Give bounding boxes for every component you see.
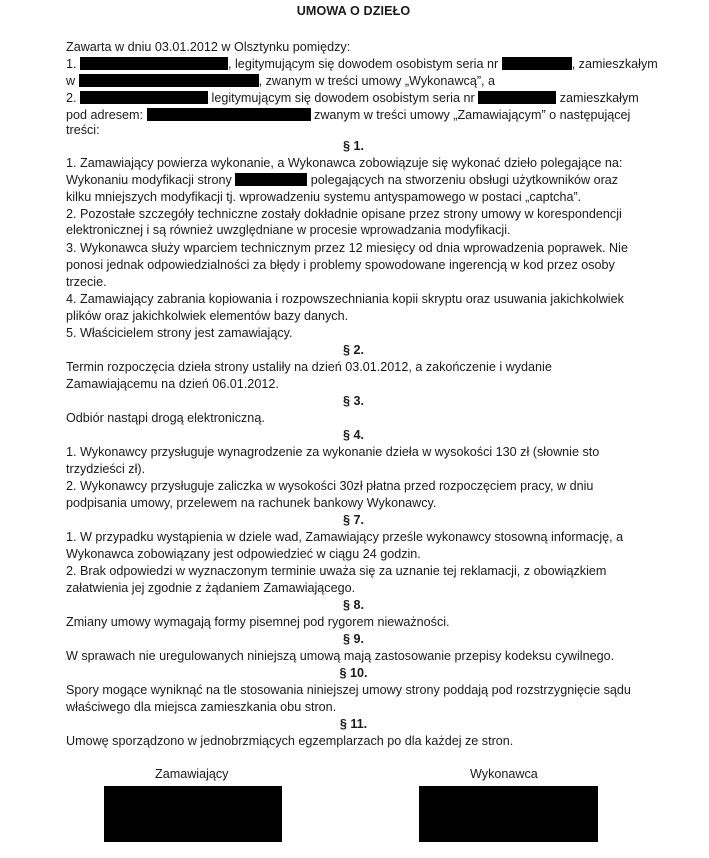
party2-address-line bbox=[66, 107, 630, 124]
s4-p1-line2: trzydzieści zł). bbox=[66, 462, 146, 476]
party2-line bbox=[66, 90, 639, 107]
redacted-signature-left bbox=[104, 786, 282, 842]
s1-p3-line2: ponosi jednak odpowiedzialności za błędy i problemy spowodowane ingerencją w kod przez osoby bbox=[66, 258, 615, 272]
s4-p2-line1: 2. Wykonawcy przysługuje zaliczka w wysokości 30zł płatna przed rozpoczęciem pracy, w dniu bbox=[66, 479, 594, 493]
s7-p1-line1: 1. W przypadku wystąpienia w dziele wad, Zamawiający prześle wykonawcy stosowną informację, a bbox=[66, 530, 624, 544]
s1-p4-line1: 4. Zamawiający zabrania kopiowania i rozpowszechniania kopii skryptu oraz usuwania jakichkolwiek bbox=[66, 292, 624, 306]
section-11-heading: § 11. bbox=[339, 717, 368, 731]
party2-addr-label: pod adresem: bbox=[66, 108, 144, 122]
party1-text-b: , zamieszkałym bbox=[571, 57, 658, 71]
s7-p2-line1: 2. Brak odpowiedzi w wyznaczonym terminie uważa się za uznanie tej reklamacji, z obowiązkiem bbox=[66, 564, 607, 578]
redacted-name-block bbox=[80, 91, 208, 104]
party1-text-c: , zwanym w treści umowy „Wykonawcą”, a bbox=[258, 74, 496, 88]
s10-line1: Spory mogące wyniknąć na tle stosowania niniejszej umowy strony poddają pod rozstrzygnięcie sądu bbox=[66, 683, 631, 697]
intro-line: Zawarta w dniu 03.01.2012 w Olsztynku pomiędzy: bbox=[66, 40, 351, 54]
s1-p1-line3: kilku mniejszych modyfikacji tj. wprowadzeniu systemu antyspamowego w postaci „captcha”. bbox=[66, 190, 582, 204]
section-9-heading: § 9. bbox=[342, 632, 364, 646]
s1-p1-line2-post: polegających na stworzeniu obsługi użytkowników oraz bbox=[310, 173, 619, 187]
party2-text-a: legitymującym się dowodem osobistym seria nr bbox=[211, 91, 475, 105]
s3-line1: Odbiór nastąpi drogą elektroniczną. bbox=[66, 411, 265, 425]
signature-label-wykonawca: Wykonawca bbox=[470, 767, 538, 781]
party1-line bbox=[66, 56, 658, 73]
s4-p2-line2: podpisania umowy, przelewem na rachunek bankowy Wykonawcy. bbox=[66, 496, 437, 510]
s2-line1: Termin rozpoczęcia dzieła strony ustaliły na dzień 03.01.2012, a zakończenie i wydanie bbox=[66, 360, 552, 374]
s1-p1-line2-pre: Wykonaniu modyfikacji strony bbox=[66, 173, 232, 187]
s2-line2: Zamawiającemu na dzień 06.01.2012. bbox=[66, 377, 279, 391]
party2-number: 2. bbox=[66, 91, 77, 105]
s10-line2: właściwego dla miejsca zamieszkania obu stron. bbox=[66, 700, 337, 714]
party1-number: 1. bbox=[66, 57, 77, 71]
section-3-heading: § 3. bbox=[342, 394, 364, 408]
s11-line1: Umowę sporządzono w jednobrzmiących egzemplarzach po dla każdej ze stron. bbox=[66, 734, 514, 748]
section-2-heading: § 2. bbox=[342, 343, 364, 357]
party2-text-c: zwanym w treści umowy „Zamawiającym” o następującej bbox=[314, 108, 631, 122]
s1-p5: 5. Właścicielem strony jest zamawiający. bbox=[66, 326, 293, 340]
section-7-heading: § 7. bbox=[342, 513, 364, 527]
redacted-name-block bbox=[80, 57, 228, 70]
party1-address-line bbox=[66, 73, 495, 90]
signature-label-zamawiajacy: Zamawiający bbox=[155, 767, 229, 781]
s1-p3-line1: 3. Wykonawca służy wparciem technicznym przez 12 miesięcy od dnia wprowadzenia poprawek. Nie bbox=[66, 241, 628, 255]
redacted-id-block bbox=[478, 91, 556, 104]
s1-p2-line1: 2. Pozostałe szczegóły techniczne zostały dokładnie opisane przez strony umowy w korespondencji bbox=[66, 207, 622, 221]
redacted-site-block bbox=[235, 173, 307, 186]
redacted-address-block bbox=[147, 108, 311, 121]
s1-p2-line2: elektronicznej i są również uwzględniane w procesie wprowadzania modyfikacji. bbox=[66, 223, 511, 237]
party1-text-a: , legitymującym się dowodem osobistym seria nr bbox=[228, 57, 499, 71]
section-10-heading: § 10. bbox=[339, 666, 368, 680]
redacted-signature-right bbox=[419, 786, 598, 842]
s1-p1-line2 bbox=[66, 172, 618, 189]
s8-line1: Zmiany umowy wymagają formy pisemnej pod rygorem nieważności. bbox=[66, 615, 450, 629]
redacted-id-block bbox=[502, 57, 572, 70]
section-4-heading: § 4. bbox=[342, 428, 364, 442]
s7-p2-line2: załatwienia jej zgodnie z żądaniem Zamawiającego. bbox=[66, 581, 356, 595]
s1-p1-line1: 1. Zamawiający powierza wykonanie, a Wykonawca zobowiązuje się wykonać dzieło polegające na: bbox=[66, 156, 623, 170]
s4-p1-line1: 1. Wykonawcy przysługuje wynagrodzenie za wykonanie dzieła w wysokości 130 zł (słownie sto bbox=[66, 445, 600, 459]
redacted-address-block bbox=[79, 74, 259, 87]
document-title: UMOWA O DZIEŁO bbox=[296, 4, 411, 18]
s9-line1: W sprawach nie uregulowanych niniejszą umową mają zastosowanie przepisy kodeksu cywilnego. bbox=[66, 649, 615, 663]
party2-text-d: treści: bbox=[66, 123, 100, 137]
s1-p3-line3: trzecie. bbox=[66, 275, 107, 289]
section-8-heading: § 8. bbox=[342, 598, 364, 612]
s1-p4-line2: plików oraz jakichkolwiek elementów bazy danych. bbox=[66, 309, 349, 323]
party2-text-b: zamieszkałym bbox=[559, 91, 639, 105]
party1-w: w bbox=[66, 74, 76, 88]
section-1-heading: § 1. bbox=[342, 139, 364, 153]
s7-p1-line2: Wykonawca zobowiązany jest odpowiedzieć w ciągu 24 godzin. bbox=[66, 547, 421, 561]
